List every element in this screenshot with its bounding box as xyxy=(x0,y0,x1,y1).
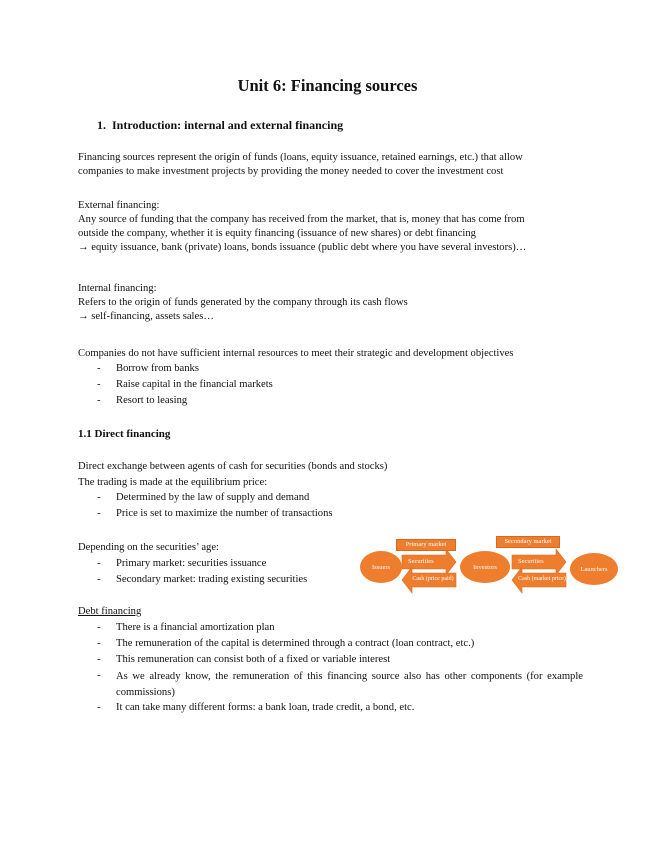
list-item-text: Borrow from banks xyxy=(116,363,199,374)
age-lead: Depending on the securities’ age: xyxy=(78,542,220,553)
section-heading-debt: Debt financing xyxy=(78,606,142,617)
bullet: - xyxy=(97,574,101,585)
debt-list xyxy=(0,621,655,717)
page-title: Unit 6: Financing sources xyxy=(237,76,418,95)
internal-line: → self-financing, assets sales… xyxy=(78,311,214,322)
external-line: Any source of funding that the company has received from the market, that is, money that has come from xyxy=(78,214,525,225)
age-list xyxy=(0,557,360,589)
list-item xyxy=(0,621,655,637)
bullet: - xyxy=(97,702,101,713)
list-item-text: Price is set to maximize the number of transactions xyxy=(116,508,333,519)
market-diagram xyxy=(360,533,620,595)
bullet: - xyxy=(97,363,101,374)
resources-list xyxy=(0,362,655,410)
direct-line: The trading is made at the equilibrium price: xyxy=(78,477,268,488)
list-item xyxy=(0,669,655,701)
external-line: outside the company, whether it is equity financing (issuance of new shares) or debt financing xyxy=(78,228,476,239)
bullet: - xyxy=(97,492,101,503)
list-item-text: Primary market: securities issuance xyxy=(116,558,267,569)
list-item-text: Determined by the law of supply and demand xyxy=(116,492,310,503)
launchers-node xyxy=(570,553,618,585)
list-item xyxy=(0,362,655,378)
intro-paragraph xyxy=(78,151,523,179)
external-heading: External financing: xyxy=(78,200,160,211)
intro-line: companies to make investment projects by providing the money needed to cover the investment cost xyxy=(78,166,504,177)
investors-label: Investors xyxy=(473,563,497,571)
list-item xyxy=(0,701,655,717)
internal-heading: Internal financing: xyxy=(78,283,157,294)
external-line: → equity issuance, bank (private) loans, bonds issuance (public debt where you have several investors)… xyxy=(78,242,527,253)
list-item-text: This remuneration can consist both of a fixed or variable interest xyxy=(116,654,391,665)
bullet: - xyxy=(97,508,101,519)
bullet: - xyxy=(97,654,101,665)
issuers-label: Issuers xyxy=(371,563,391,571)
list-item-text: Resort to leasing xyxy=(116,395,188,406)
bullet: - xyxy=(97,558,101,569)
bullet: - xyxy=(97,638,101,649)
list-item xyxy=(0,394,655,410)
section-heading-direct: 1.1 Direct financing xyxy=(78,428,171,440)
direct-line: Direct exchange between agents of cash for securities (bonds and stocks) xyxy=(78,461,388,472)
external-financing-block xyxy=(78,199,526,255)
bullet: - xyxy=(97,395,101,406)
list-item-text: It can take many different forms: a bank loan, trade credit, a bond, etc. xyxy=(116,702,415,713)
intro-line: Financing sources represent the origin of funds (loans, equity issuance, retained earnings, etc.) that allow xyxy=(78,152,523,163)
bullet: - xyxy=(97,622,101,633)
investors-node xyxy=(460,551,510,583)
securities-label: Securities xyxy=(518,558,544,565)
list-item-text: The remuneration of the capital is determined through a contract (loan contract, etc.) xyxy=(116,638,475,649)
bullet: - xyxy=(97,670,101,681)
list-item-text: There is a financial amortization plan xyxy=(116,622,275,633)
list-item-text: As we already know, the remuneration of this financing source also has other components (for example commissions) xyxy=(116,671,583,698)
list-item xyxy=(0,573,360,589)
list-item xyxy=(0,378,655,394)
list-item xyxy=(0,507,655,523)
cash-label: Cash (market price) xyxy=(518,576,566,582)
direct-list xyxy=(0,491,655,523)
primary-market-label: Primary market xyxy=(396,539,456,551)
list-item-text: Secondary market: trading existing securities xyxy=(116,574,308,585)
resources-lead: Companies do not have sufficient internal resources to meet their strategic and development objectives xyxy=(78,348,514,359)
list-item-text: Raise capital in the financial markets xyxy=(116,379,273,390)
list-item xyxy=(0,653,655,669)
list-item xyxy=(0,557,360,573)
cash-label: Cash (price paid) xyxy=(412,576,454,582)
internal-financing-block xyxy=(78,282,408,324)
secondary-market-label: Secondary market xyxy=(496,536,560,548)
list-item xyxy=(0,491,655,507)
issuers-node xyxy=(360,551,402,583)
bullet: - xyxy=(97,379,101,390)
section-heading-intro: 1. Introduction: internal and external financing xyxy=(97,118,344,132)
securities-label: Securities xyxy=(408,558,434,565)
list-item xyxy=(0,637,655,653)
launchers-label: Launchers xyxy=(580,565,608,573)
internal-line: Refers to the origin of funds generated by the company through its cash flows xyxy=(78,297,408,308)
